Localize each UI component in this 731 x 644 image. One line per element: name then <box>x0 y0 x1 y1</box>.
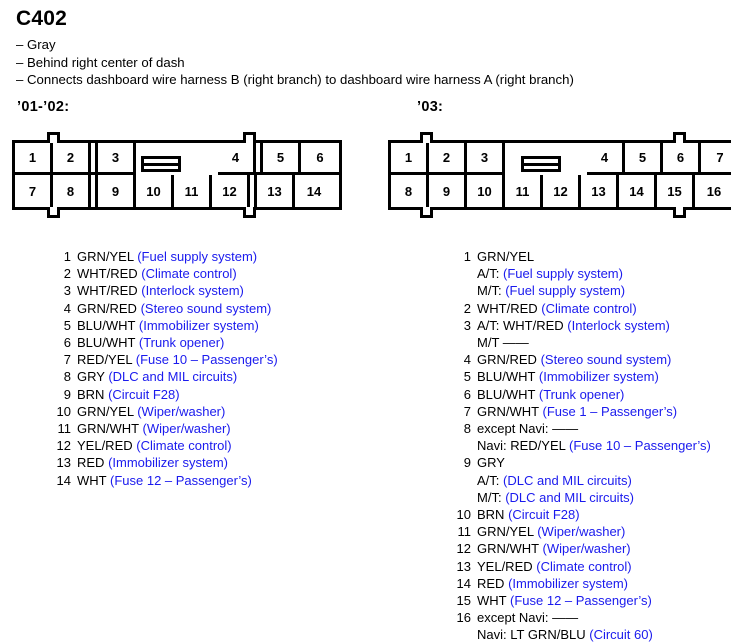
circuit-description: (Stereo sound system) <box>540 352 672 368</box>
pin-number: 12 <box>456 541 471 557</box>
circuit-description: (DLC and MIL circuits) <box>108 369 238 385</box>
pin-number: 9 <box>463 455 471 471</box>
connector-pin-cell: 3 <box>98 143 136 175</box>
pin-number: 7 <box>63 352 71 368</box>
pin-wire-line <box>477 403 677 420</box>
connector-pin-cell: 12 <box>543 175 581 207</box>
pin-detail <box>77 334 224 351</box>
pin-detail <box>477 592 652 609</box>
circuit-description: (Fuse 10 – Passenger’s) <box>135 352 278 368</box>
pin-list-item <box>52 420 278 437</box>
pin-list-item <box>452 506 711 523</box>
pin-number: 5 <box>63 317 71 333</box>
circuit-description: (Trunk opener) <box>538 386 625 402</box>
pin-detail <box>77 282 244 299</box>
connector-latch <box>141 156 181 172</box>
circuit-description: (Fuse 12 – Passenger’s) <box>510 593 652 609</box>
header <box>16 6 574 89</box>
wire-color-code: WHT/RED <box>477 300 538 316</box>
wire-color-code: GRN/YEL <box>477 249 535 264</box>
circuit-description: (Immobilizer system) <box>138 317 259 333</box>
pin-detail <box>77 300 271 317</box>
pin-number: 2 <box>63 266 71 282</box>
pin-list-item <box>52 351 278 368</box>
wire-color-code: RED <box>77 455 105 471</box>
wire-color-code: RED <box>477 575 505 591</box>
circuit-description: (Stereo sound system) <box>140 300 272 316</box>
pin-number: 4 <box>63 300 71 316</box>
connector-pin-cell: 3 <box>467 143 505 175</box>
connector-top-tab <box>420 132 433 143</box>
wire-color-code: M/T: <box>477 283 502 299</box>
wire-color-code: except Navi: —— <box>477 610 579 626</box>
pin-detail <box>477 403 677 420</box>
connector-pin-cell: 14 <box>295 175 333 207</box>
pin-list-item <box>452 454 711 506</box>
wire-color-code: M/T: <box>477 489 502 505</box>
pin-wire-line <box>77 403 225 420</box>
pin-list-item <box>452 368 711 385</box>
connector-diagram-03 <box>388 140 731 210</box>
pin-list-item <box>452 317 711 351</box>
pin-list-item <box>52 334 278 351</box>
circuit-description: (Circuit F28) <box>508 507 580 523</box>
pin-wire-line <box>477 540 631 557</box>
pin-wire-line <box>77 437 232 454</box>
wire-color-code: BLU/WHT <box>477 386 536 402</box>
pin-number: 6 <box>463 386 471 402</box>
connector-pin-cell: 9 <box>98 175 136 207</box>
connector-bottom-row <box>391 175 731 207</box>
connector-pin-cell: 2 <box>53 143 91 175</box>
pin-number: 7 <box>463 403 471 419</box>
circuit-description: (DLC and MIL circuits) <box>505 489 635 505</box>
wire-color-code: A/T: WHT/RED <box>477 317 564 333</box>
connector-divider <box>250 175 257 207</box>
wire-color-code: BLU/WHT <box>477 369 536 385</box>
pin-wire-line <box>77 317 259 334</box>
circuit-description: (Climate control) <box>536 558 632 574</box>
pin-list-item <box>452 420 711 454</box>
pin-list-item <box>452 386 711 403</box>
wire-color-code: Navi: RED/YEL <box>477 438 566 454</box>
wire-color-code: GRN/WHT <box>77 421 139 437</box>
wire-color-code: YEL/RED <box>77 438 133 454</box>
pin-detail <box>77 386 180 403</box>
circuit-description: (Climate control) <box>141 266 237 282</box>
pin-number: 11 <box>457 524 471 540</box>
pin-number: 15 <box>456 593 471 609</box>
circuit-description: (Climate control) <box>136 438 232 454</box>
pin-wire-line <box>77 300 271 317</box>
circuit-description: (Wiper/washer) <box>537 524 626 540</box>
pin-detail <box>477 386 624 403</box>
pin-number: 3 <box>63 283 71 299</box>
connector-notes <box>16 36 574 89</box>
connector-pin-cell: 12 <box>212 175 250 207</box>
pin-list-item <box>52 248 278 265</box>
circuit-description: (Circuit 60) <box>589 627 653 643</box>
pin-detail <box>477 523 625 540</box>
pin-list-item <box>52 317 278 334</box>
circuit-description: (Fuel supply system) <box>505 283 626 299</box>
pin-list-item <box>52 368 278 385</box>
pin-number: 3 <box>463 317 471 333</box>
pin-number: 12 <box>56 438 71 454</box>
pin-detail <box>77 403 225 420</box>
connector-bottom-tab <box>420 207 433 218</box>
year-label-03: ’03: <box>417 99 444 115</box>
connector-pin-cell: 11 <box>505 175 543 207</box>
pin-list-item <box>52 282 278 299</box>
pin-detail <box>77 472 252 489</box>
pin-detail <box>477 317 670 351</box>
pin-number: 2 <box>463 300 471 316</box>
connector-divider <box>91 175 98 207</box>
pin-wire-line <box>477 575 628 592</box>
pin-number: 8 <box>463 421 471 437</box>
circuit-description: (Wiper/washer) <box>142 421 231 437</box>
connector-body <box>12 140 342 210</box>
connector-top-tab <box>243 132 256 143</box>
pin-wire-line <box>477 386 624 403</box>
connector-pin-cell: 14 <box>619 175 657 207</box>
connector-pin-cell: 8 <box>391 175 429 207</box>
connector-pin-cell: 1 <box>391 143 429 175</box>
pin-detail <box>477 368 659 385</box>
connector-pin-cell: 10 <box>467 175 505 207</box>
pin-wire-line <box>477 558 632 575</box>
connector-bottom-tab <box>673 207 686 218</box>
pin-list-item <box>52 265 278 282</box>
pin-detail <box>477 558 632 575</box>
connector-pin-cell: 11 <box>174 175 212 207</box>
circuit-description: (Fuel supply system) <box>503 266 623 282</box>
pin-number: 8 <box>63 369 71 385</box>
connector-note: – Behind right center of dash <box>16 54 185 70</box>
wire-color-code: BRN <box>77 386 105 402</box>
pin-list-item <box>52 386 278 403</box>
connector-latch <box>521 156 561 172</box>
pin-number: 11 <box>57 421 71 437</box>
pin-detail <box>477 540 631 557</box>
pin-wire-line <box>477 592 652 609</box>
pin-list-item <box>452 523 711 540</box>
connector-pin-cell: 4 <box>218 143 256 175</box>
connector-bottom-tab <box>47 207 60 218</box>
pin-list-03 <box>452 248 711 644</box>
connector-top-tab <box>673 132 686 143</box>
connector-pin-cell: 16 <box>695 175 731 207</box>
pin-list-item <box>452 300 711 317</box>
circuit-description: (Interlock system) <box>141 283 244 299</box>
circuit-description: (Fuse 10 – Passenger’s) <box>569 438 711 454</box>
connector-pin-cell: 1 <box>15 143 53 175</box>
pin-number: 16 <box>456 610 471 626</box>
pin-list-item <box>52 403 278 420</box>
connector-pin-cell: 13 <box>581 175 619 207</box>
circuit-description: (Immobilizer system) <box>508 575 628 591</box>
connector-pin-cell: 5 <box>625 143 663 175</box>
wire-color-code: GRN/WHT <box>477 403 539 419</box>
page-title: C402 <box>16 7 68 30</box>
pin-wire-line <box>477 454 634 471</box>
connector-divider <box>256 143 263 175</box>
wire-color-code: GRN/RED <box>77 300 137 316</box>
pin-number: 10 <box>456 507 471 523</box>
pin-detail <box>477 248 625 300</box>
connector-top-row <box>391 143 731 175</box>
pin-list-item <box>452 248 711 300</box>
circuit-description: (Circuit F28) <box>108 386 180 402</box>
pin-detail <box>77 368 237 385</box>
wire-color-code: A/T: <box>477 472 500 488</box>
connector-top-tab <box>47 132 60 143</box>
wire-color-code: WHT/RED <box>77 283 138 299</box>
pin-detail <box>77 437 232 454</box>
pin-list-item <box>52 300 278 317</box>
wire-color-code: YEL/RED <box>477 558 533 574</box>
pin-number: 14 <box>456 575 471 591</box>
circuit-description: (Immobilizer system) <box>108 455 228 471</box>
connector-pin-cell: 2 <box>429 143 467 175</box>
pin-detail <box>477 420 711 454</box>
pin-list-item <box>52 472 278 489</box>
pin-wire-line <box>77 265 237 282</box>
pin-wire-line <box>477 317 670 334</box>
wire-color-code: GRN/RED <box>477 352 537 368</box>
connector-pin-cell: 7 <box>15 175 53 207</box>
connector-bottom-tab <box>243 207 256 218</box>
connector-pin-cell: 15 <box>657 175 695 207</box>
pin-list-item <box>452 558 711 575</box>
connector-pin-cell: 7 <box>701 143 731 175</box>
wire-color-code: BLU/WHT <box>77 317 136 333</box>
pin-wire-line <box>77 454 228 471</box>
pin-number: 13 <box>456 558 471 574</box>
connector-pin-cell: 8 <box>53 175 91 207</box>
wire-color-code: M/T —— <box>477 335 529 351</box>
pin-wire-line <box>477 248 625 265</box>
circuit-description: (Interlock system) <box>567 317 670 333</box>
pin-detail <box>477 300 637 317</box>
pin-number: 4 <box>463 352 471 368</box>
connector-divider <box>91 143 98 175</box>
pin-list-item <box>452 403 711 420</box>
connector-body <box>388 140 731 210</box>
pin-wire-subline <box>477 489 634 506</box>
pin-list-item <box>452 592 711 609</box>
pin-wire-line <box>477 300 637 317</box>
connector-pin-cell: 4 <box>587 143 625 175</box>
wire-color-code: GRY <box>77 369 105 385</box>
pin-detail <box>77 248 257 265</box>
connector-pin-cell: 6 <box>301 143 339 175</box>
pin-detail <box>77 420 231 437</box>
pin-number: 9 <box>63 386 71 402</box>
pin-detail <box>477 454 634 506</box>
pin-detail <box>477 351 671 368</box>
pin-wire-subline <box>477 626 653 643</box>
pin-list-item <box>52 454 278 471</box>
wire-color-code: BLU/WHT <box>77 335 136 351</box>
pin-number: 1 <box>463 249 471 264</box>
connector-pin-cell: 10 <box>136 175 174 207</box>
year-label-01-02: ’01-’02: <box>17 99 70 115</box>
circuit-description: (Wiper/washer) <box>137 403 226 419</box>
pin-detail <box>477 575 628 592</box>
pin-wire-line <box>477 420 711 437</box>
pin-wire-line <box>77 368 237 385</box>
wire-color-code: except Navi: —— <box>477 421 579 437</box>
circuit-description: (Climate control) <box>541 300 637 316</box>
pin-wire-line <box>77 351 278 368</box>
pin-wire-line <box>477 368 659 385</box>
pin-list-item <box>52 437 278 454</box>
pin-number: 13 <box>56 455 71 471</box>
circuit-description: (DLC and MIL circuits) <box>503 472 632 488</box>
connector-bottom-row <box>15 175 339 207</box>
wire-color-code: GRN/YEL <box>77 403 134 419</box>
circuit-description: (Immobilizer system) <box>538 369 659 385</box>
pin-number: 10 <box>56 403 71 419</box>
pin-detail <box>77 265 237 282</box>
pin-wire-subline <box>477 334 670 351</box>
pin-list-01-02 <box>52 248 278 489</box>
circuit-description: (Trunk opener) <box>138 335 225 351</box>
pin-number: 14 <box>56 472 71 488</box>
wire-color-code: WHT/RED <box>77 266 138 282</box>
circuit-description: (Fuse 12 – Passenger’s) <box>110 472 252 488</box>
circuit-description: (Fuel supply system) <box>137 249 258 264</box>
connector-pin-cell: 13 <box>257 175 295 207</box>
connector-pin-cell: 9 <box>429 175 467 207</box>
circuit-description: (Fuse 1 – Passenger’s) <box>542 403 678 419</box>
connector-pin-cell: 6 <box>663 143 701 175</box>
wire-color-code: GRN/WHT <box>477 541 539 557</box>
pin-list-item <box>452 609 711 643</box>
pin-number: 6 <box>63 335 71 351</box>
pin-wire-line <box>77 334 224 351</box>
pin-wire-line <box>477 506 580 523</box>
pin-detail <box>477 609 653 643</box>
connector-diagram-01-02 <box>12 140 342 210</box>
circuit-description: (Wiper/washer) <box>542 541 631 557</box>
connector-note: – Gray <box>16 37 56 52</box>
pin-list-item <box>452 351 711 368</box>
wire-color-code: WHT <box>477 593 507 609</box>
pin-number: 5 <box>463 369 471 385</box>
pin-wire-line <box>77 472 252 489</box>
wire-color-code: GRY <box>477 455 505 471</box>
connector-note: – Connects dashboard wire harness B (right branch) to dashboard wire harness A (right branch) <box>16 72 574 87</box>
pin-number: 1 <box>63 249 71 264</box>
wire-color-code: BRN <box>477 507 505 523</box>
wire-color-code: Navi: LT GRN/BLU <box>477 627 586 643</box>
wire-color-code: A/T: <box>477 266 500 282</box>
pin-wire-subline <box>477 437 711 454</box>
pin-list-item <box>452 575 711 592</box>
pin-wire-line <box>477 351 671 368</box>
pin-detail <box>77 317 259 334</box>
pin-detail <box>477 506 580 523</box>
pin-wire-subline <box>477 472 634 489</box>
pin-wire-subline <box>477 282 625 299</box>
wire-color-code: RED/YEL <box>77 352 133 368</box>
pin-wire-line <box>77 282 244 299</box>
pin-wire-line <box>77 386 180 403</box>
wire-color-code: GRN/YEL <box>477 524 534 540</box>
pin-wire-line <box>77 420 231 437</box>
wire-color-code: WHT <box>77 472 107 488</box>
connector-pin-cell: 5 <box>263 143 301 175</box>
pin-detail <box>77 351 278 368</box>
pin-detail <box>77 454 228 471</box>
pin-wire-subline <box>477 265 625 282</box>
pin-list-item <box>452 540 711 557</box>
wire-color-code: GRN/YEL <box>77 249 134 264</box>
pin-wire-line <box>477 523 625 540</box>
pin-wire-line <box>77 248 257 265</box>
